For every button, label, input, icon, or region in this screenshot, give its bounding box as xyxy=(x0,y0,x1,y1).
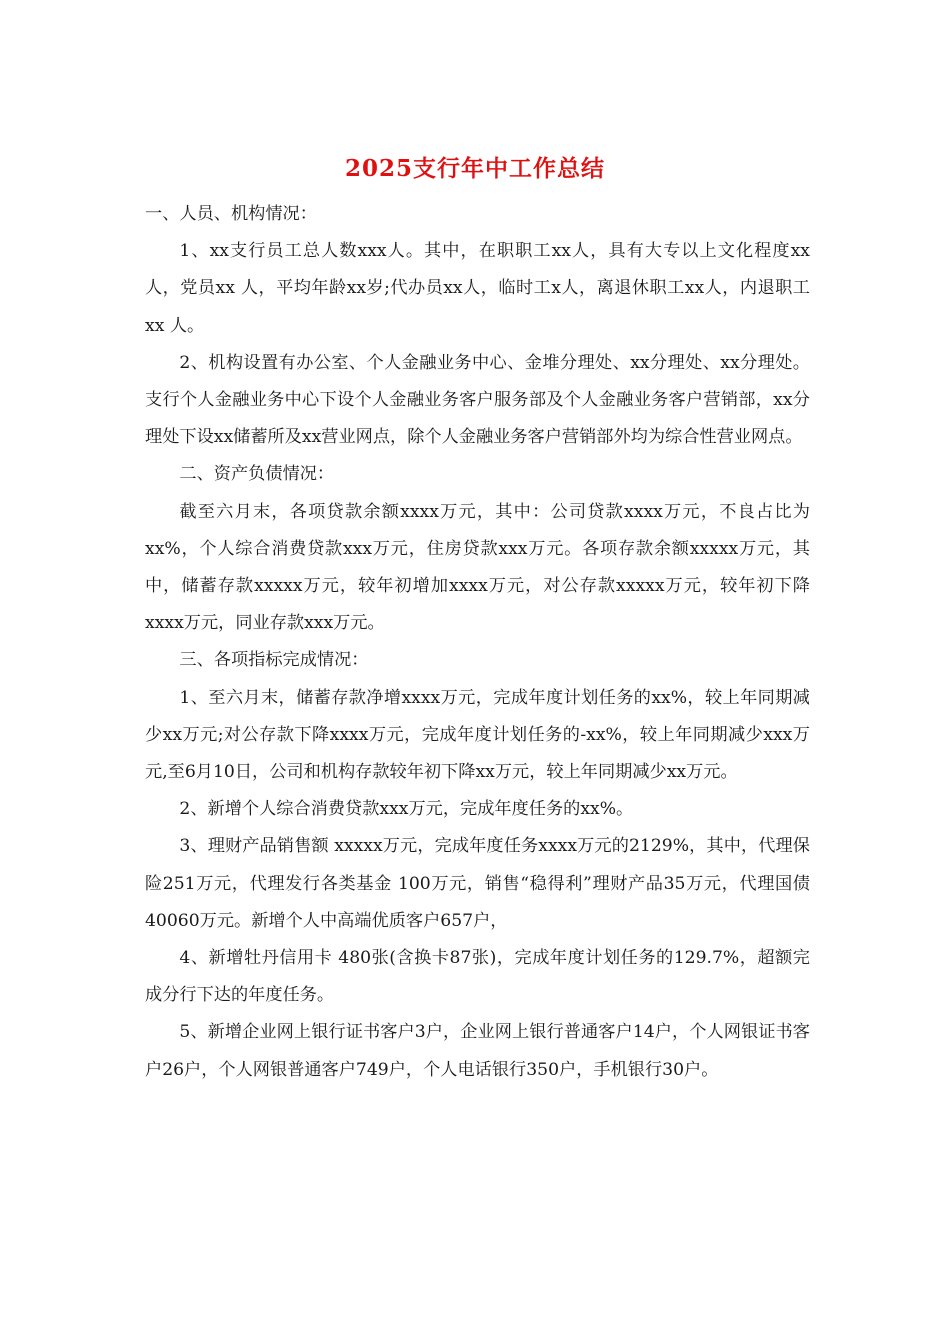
section-heading-personnel: 一、人员、机构情况： xyxy=(145,204,317,224)
paragraph-indicator-consumer-loans: 2、新增个人综合消费贷款xxx万元，完成年度任务的xx%。 xyxy=(179,799,634,820)
paragraph-indicator-e-banking: 5、新增企业网上银行证书客户3户，企业网上银行普通客户14户，个人网银证书客户26户，个人网银普通客户749户，个人电话银行350户，手机银行30户。 xyxy=(145,1022,810,1080)
paragraph-organization-setup: 2、机构设置有办公室、个人金融业务中心、金堆分理处、xx分理处、xx分理处。支行个人金融业务中心下设个人金融业务客户服务部及个人金融业务客户营销部，xx分理处下设xx储蓄所及xx营业网点，除个人金融业务客户营销部外均为综合性营业网点。 xyxy=(145,352,810,448)
paragraph-staff-count: 1、xx支行员工总人数xxx人。其中，在职职工xx人，具有大专以上文化程度xx人，党员xx 人，平均年龄xx岁;代办员xx人，临时工x人，离退休职工xx人，内退职工xx 人。 xyxy=(145,241,810,336)
document-title: 2025支行年中工作总结 xyxy=(344,155,605,182)
paragraph-indicator-wealth-products: 3、理财产品销售额 xxxxx万元，完成年度任务xxxx万元的2129%，其中，代理保险251万元，代理发行各类基金 100万元，销售“稳得利”理财产品35万元，代理国债40060万元。新增个人中高端优质客户657户， xyxy=(145,836,810,931)
section-heading-assets: 二、资产负债情况： xyxy=(179,464,335,485)
section-heading-indicators: 三、各项指标完成情况： xyxy=(179,650,369,671)
paragraph-assets-liabilities: 截至六月末，各项贷款余额xxxx万元，其中：公司贷款xxxx万元，不良占比为xx%，个人综合消费贷款xxx万元，住房贷款xxx万元。各项存款余额xxxxx万元，其中，储蓄存款xxxxx万元，较年初增加xxxx万元，对公存款xxxxx万元，较年初下降xxxx万元，同业存款xxx万元。 xyxy=(145,501,810,634)
document-body xyxy=(145,196,810,1089)
paragraph-indicator-credit-cards: 4、新增牡丹信用卡 480张(含换卡87张)，完成年度计划任务的129.7%，超额完成分行下达的年度任务。 xyxy=(145,948,810,1006)
paragraph-indicator-savings: 1、至六月末，储蓄存款净增xxxx万元，完成年度计划任务的xx%，较上年同期减少xx万元;对公存款下降xxxx万元，完成年度计划任务的-xx%，较上年同期减少xxx万元,至6月10日，公司和机构存款较年初下降xx万元，较上年同期减少xx万元。 xyxy=(145,687,810,783)
